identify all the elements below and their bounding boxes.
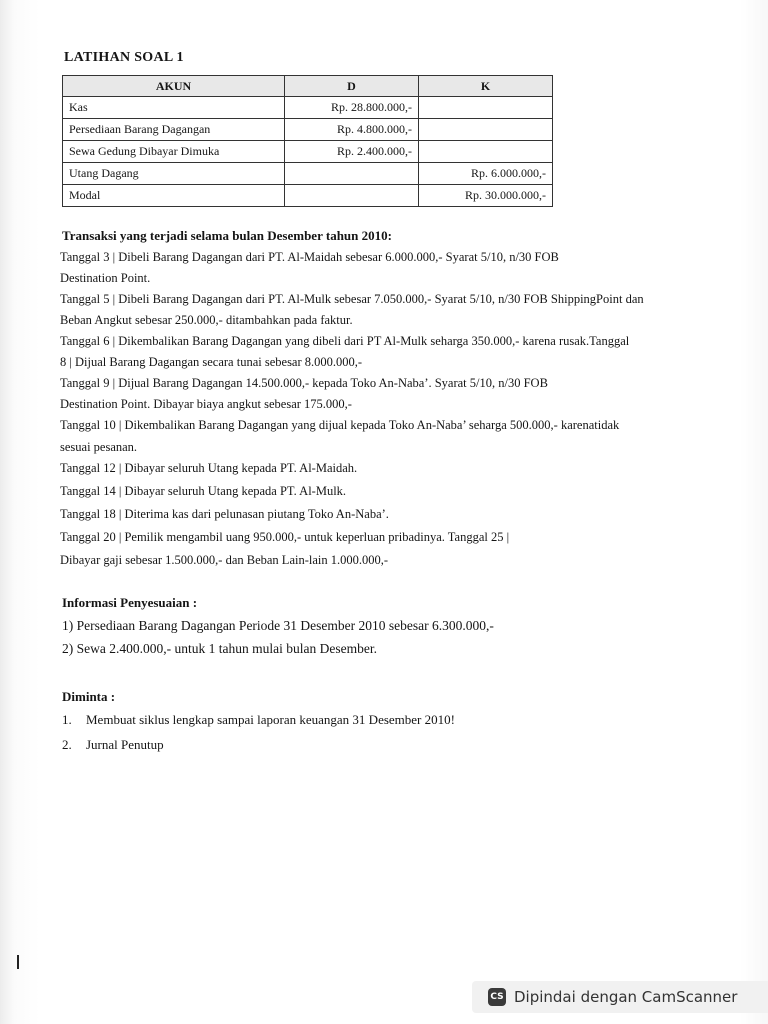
table-row [63, 185, 553, 207]
credit-cell: Rp. 6.000.000,- [419, 163, 553, 185]
column-header-debit: D [285, 76, 419, 97]
account-name-cell: Modal [63, 185, 285, 207]
transaction-line: Beban Angkut sebesar 250.000,- ditambahkan pada faktur. [60, 313, 353, 327]
requirement-text: Jurnal Penutup [86, 737, 164, 752]
transaction-line: Destination Point. Dibayar biaya angkut sebesar 175.000,- [60, 397, 352, 411]
watermark-text: Dipindai dengan CamScanner [514, 988, 738, 1006]
transaction-line: Tanggal 9 | Dijual Barang Dagangan 14.500.000,- kepada Toko An-Naba’. Syarat 5/10, n/30 FOB [60, 376, 548, 390]
camscanner-logo-icon: CS [488, 988, 506, 1006]
camscanner-watermark [472, 981, 768, 1013]
account-name-cell: Kas [63, 97, 285, 119]
transaction-line: 8 | Dijual Barang Dagangan secara tunai sebesar 8.000.000,- [60, 355, 363, 369]
transaction-line: Tanggal 18 | Diterima kas dari pelunasan piutang Toko An-Naba’. [60, 507, 389, 521]
transaction-line: Destination Point. [60, 271, 151, 285]
debit-cell: Rp. 4.800.000,- [285, 119, 419, 141]
document-title: LATIHAN SOAL 1 [64, 50, 184, 65]
table-row [63, 97, 553, 119]
credit-cell [419, 141, 553, 163]
transaction-line: Tanggal 6 | Dikembalikan Barang Dagangan yang dibeli dari PT Al-Mulk seharga 350.000,- karena rusak.Tanggal [60, 334, 630, 348]
scan-mark [17, 955, 19, 969]
transaction-line: Tanggal 20 | Pemilik mengambil uang 950.000,- untuk keperluan pribadinya. Tanggal 25 | [60, 530, 510, 544]
transaction-line: Dibayar gaji sebesar 1.500.000,- dan Beban Lain-lain 1.000.000,- [60, 553, 389, 567]
credit-cell [419, 97, 553, 119]
debit-cell [285, 185, 419, 207]
table-header-row [63, 76, 553, 97]
transaction-line: Tanggal 12 | Dibayar seluruh Utang kepada PT. Al-Maidah. [60, 461, 358, 475]
credit-cell: Rp. 30.000.000,- [419, 185, 553, 207]
transaction-line: Tanggal 5 | Dibeli Barang Dagangan dari PT. Al-Mulk sebesar 7.050.000,- Syarat 5/10, n/30 FOB ShippingPoint dan [60, 292, 644, 306]
column-header-credit: K [419, 76, 553, 97]
requirement-item [62, 712, 455, 728]
account-balance-table [62, 75, 553, 207]
transaction-line: sesuai pesanan. [60, 440, 138, 454]
debit-cell [285, 163, 419, 185]
column-header-akun: AKUN [63, 76, 285, 97]
account-name-cell: Persediaan Barang Dagangan [63, 119, 285, 141]
requirements-heading: Diminta : [62, 689, 116, 704]
adjustment-item: 1) Persediaan Barang Dagangan Periode 31 Desember 2010 sebesar 6.300.000,- [62, 618, 494, 633]
table-row [63, 119, 553, 141]
requirement-number: 2. [62, 737, 72, 752]
transaction-line: Tanggal 14 | Dibayar seluruh Utang kepada PT. Al-Mulk. [60, 484, 347, 498]
table-row [63, 163, 553, 185]
requirement-text: Membuat siklus lengkap sampai laporan keuangan 31 Desember 2010! [86, 712, 455, 727]
requirement-item [62, 737, 164, 753]
credit-cell [419, 119, 553, 141]
debit-cell: Rp. 2.400.000,- [285, 141, 419, 163]
transaction-line: Tanggal 3 | Dibeli Barang Dagangan dari PT. Al-Maidah sebesar 6.000.000,- Syarat 5/10, n/30 FOB [60, 250, 559, 264]
transactions-heading: Transaksi yang terjadi selama bulan Desember tahun 2010: [62, 228, 392, 243]
adjustment-item: 2) Sewa 2.400.000,- untuk 1 tahun mulai bulan Desember. [62, 641, 377, 656]
table-row [63, 141, 553, 163]
adjustments-heading: Informasi Penyesuaian : [62, 595, 198, 610]
account-name-cell: Sewa Gedung Dibayar Dimuka [63, 141, 285, 163]
requirement-number: 1. [62, 712, 72, 727]
account-name-cell: Utang Dagang [63, 163, 285, 185]
debit-cell: Rp. 28.800.000,- [285, 97, 419, 119]
transaction-line: Tanggal 10 | Dikembalikan Barang Dagangan yang dijual kepada Toko An-Naba’ seharga 500.000,- karenatidak [60, 418, 620, 432]
